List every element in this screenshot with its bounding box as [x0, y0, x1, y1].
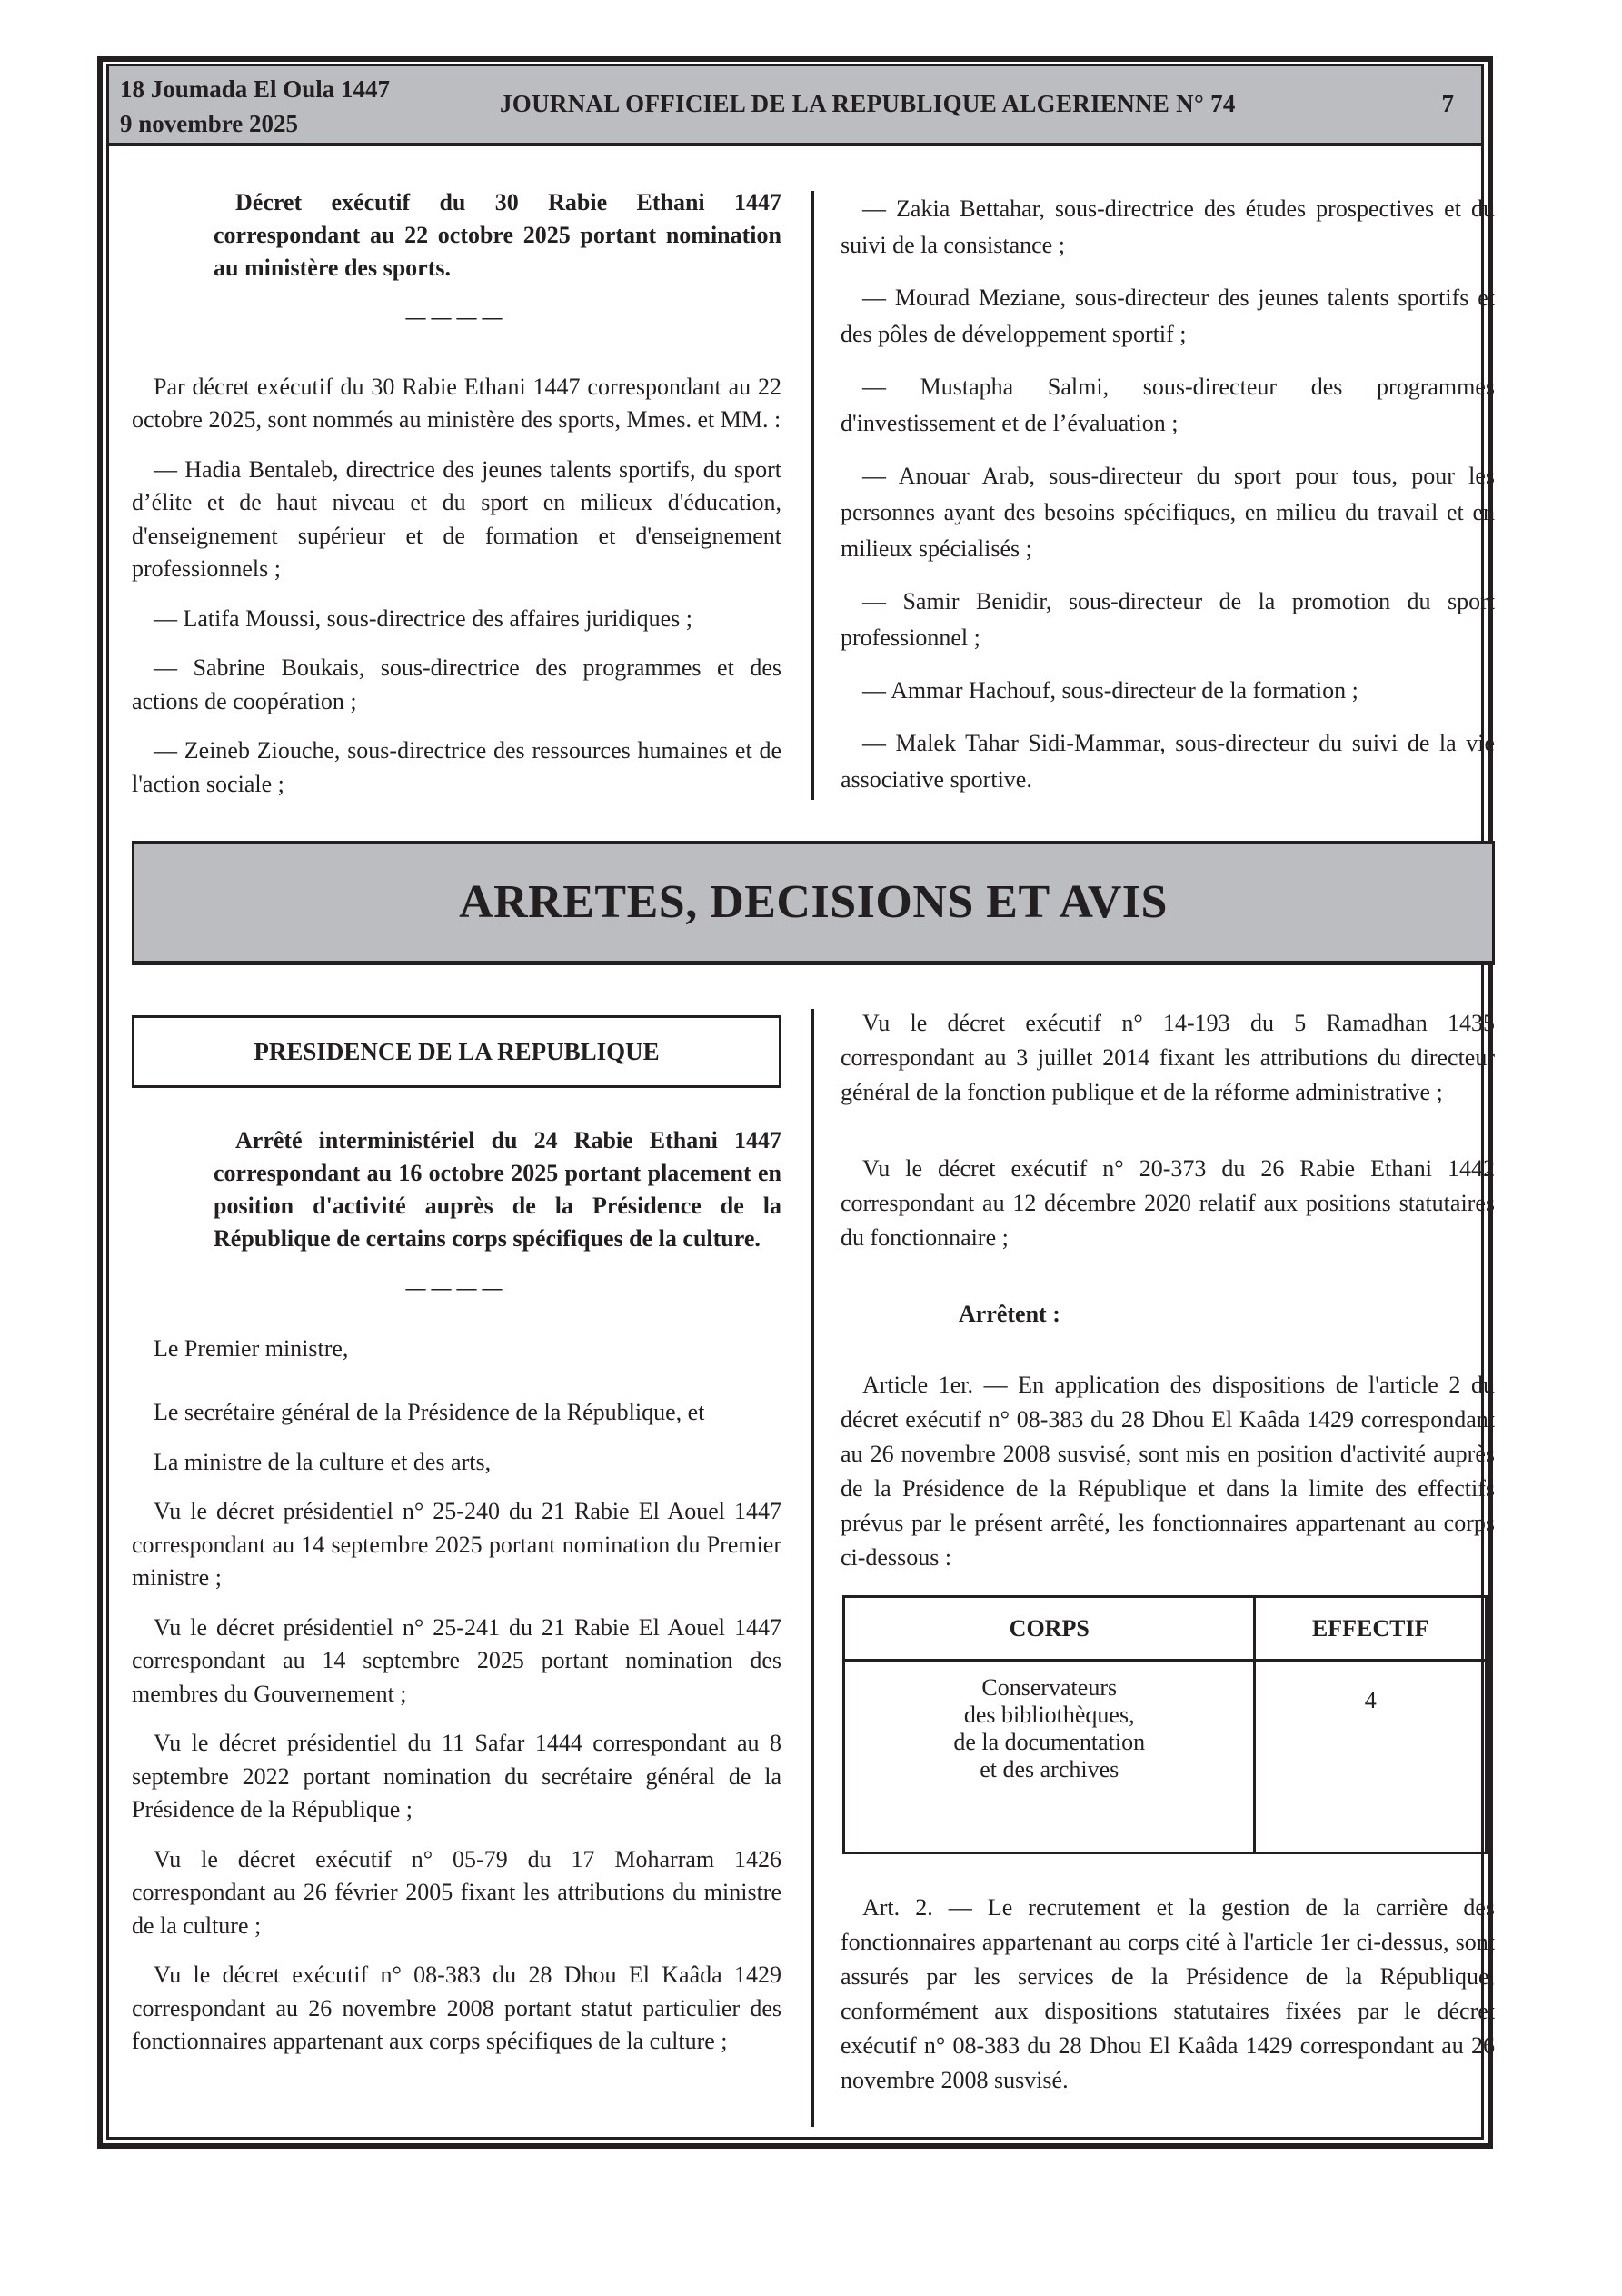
corps-line: et des archives: [980, 1756, 1119, 1782]
presidence-heading: PRESIDENCE DE LA REPUBLIQUE: [254, 1037, 660, 1065]
arrete-title: Arrêté interministériel du 24 Rabie Ethani 1447 correspondant au 16 octobre 2025 portant placement en position d'activité auprès de la Présidence de la République de certains corps spécifiques de la culture.: [214, 1127, 781, 1252]
decret-sports-left-column: [132, 186, 781, 817]
separator: ————: [405, 305, 508, 328]
journal-header: [109, 66, 1481, 146]
corps-line: de la documentation: [953, 1729, 1146, 1755]
separator: ————: [405, 1276, 508, 1299]
corps-line: des bibliothèques,: [963, 1702, 1135, 1728]
nomination-item: — Sabrine Boukais, sous-directrice des programmes et des actions de coopération ;: [132, 654, 781, 714]
column-header-corps: CORPS: [844, 1597, 1255, 1661]
column-header-effectif: EFFECTIF: [1255, 1597, 1487, 1661]
decret-sports-title: Décret exécutif du 30 Rabie Ethani 1447 correspondant au 22 octobre 2025 portant nomination au ministère des sports.: [214, 189, 781, 281]
table-header-row: [844, 1597, 1487, 1661]
nomination-item: — Latifa Moussi, sous-directrice des affaires juridiques ;: [154, 604, 693, 632]
presidence-heading-box: [132, 1015, 781, 1088]
nomination-item: — Mourad Meziane, sous-directeur des jeunes talents sportifs et des pôles de développement sportif ;: [841, 285, 1495, 347]
nomination-item: — Samir Benidir, sous-directeur de la promotion du sport professionnel ;: [841, 588, 1495, 651]
journal-title: JOURNAL OFFICIEL DE LA REPUBLIQUE ALGERIENNE N° 74: [500, 90, 1236, 117]
nomination-item: — Zakia Bettahar, sous-directrice des études prospectives et du suivi de la consistance ;: [841, 195, 1495, 258]
column-divider: [811, 191, 814, 800]
nomination-item: — Mustapha Salmi, sous-directeur des programmes d'investissement et de l’évaluation ;: [841, 374, 1495, 436]
hijri-date: 18 Joumada El Oula 1447: [120, 75, 391, 103]
presidence-right-column: [841, 1006, 1495, 2114]
header-dates: [120, 72, 390, 141]
visa-item: Vu le décret exécutif n° 20-373 du 26 Rabie Ethani 1442 correspondant au 12 décembre 2020 relatif aux positions statutaires du fonctionnaire ;: [841, 1155, 1495, 1251]
page-number: 7: [1441, 90, 1454, 117]
corps-line: Conservateurs: [981, 1674, 1118, 1701]
article-2: Art. 2. — Le recrutement et la gestion de la carrière des fonctionnaires appartenant au corps cité à l'article 1er ci-dessus, sont assurés par les services de la Présidence de la République, conformément aux dispositions statutaires fixées par le décret exécutif n° 08-383 du 28 Dhou El Kaâda 1429 correspondant au 26 novembre 2008 susvisé.: [841, 1894, 1495, 2093]
signatory: Le secrétaire général de la Présidence de la République, et: [154, 1399, 705, 1425]
nomination-item: — Malek Tahar Sidi-Mammar, sous-directeur du suivi de la vie associative sportive.: [841, 730, 1495, 793]
signatory: Le Premier ministre,: [154, 1334, 349, 1362]
column-divider: [811, 1009, 814, 2127]
signatory: La ministre de la culture et des arts,: [154, 1448, 492, 1475]
section-banner-title: ARRETES, DECISIONS ET AVIS: [459, 876, 1168, 928]
visa-item: Vu le décret présidentiel n° 25-241 du 21 Rabie El Aouel 1447 correspondant au 14 septembre 2025 portant nomination des membres du Gouvernement ;: [132, 1613, 781, 1707]
nomination-item: — Hadia Bentaleb, directrice des jeunes talents sportifs, du sport d’élite et de haut niveau et du sport en milieux d'éducation, d'enseignement supérieur et de formation et d'enseignement professionnels ;: [132, 455, 781, 582]
effectif-cell: 4: [1255, 1661, 1487, 1853]
section-banner: [132, 841, 1495, 965]
visa-item: Vu le décret exécutif n° 08-383 du 28 Dhou El Kaâda 1429 correspondant au 26 novembre 2008 portant statut particulier des fonctionnaires appartenant aux corps spécifiques de la culture ;: [132, 1962, 781, 2054]
table-row: [844, 1661, 1487, 1853]
decret-sports-intro: Par décret exécutif du 30 Rabie Ethani 1447 correspondant au 22 octobre 2025, sont nommés au ministère des sports, Mmes. et MM. :: [132, 373, 781, 433]
arretent-label: Arrêtent :: [959, 1301, 1060, 1327]
nomination-item: — Ammar Hachouf, sous-directeur de la formation ;: [862, 677, 1358, 704]
nomination-item: — Zeineb Ziouche, sous-directrice des ressources humaines et de l'action sociale ;: [132, 737, 781, 797]
visa-item: Vu le décret exécutif n° 14-193 du 5 Ramadhan 1435 correspondant au 3 juillet 2014 fixant les attributions du directeur général de la fonction publique et de la réforme administrative ;: [841, 1010, 1495, 1105]
decret-sports-right-column: [841, 191, 1495, 814]
visa-item: Vu le décret présidentiel du 11 Safar 1444 correspondant au 8 septembre 2022 portant nomination du secrétaire général de la Présidence de la République ;: [132, 1730, 781, 1822]
corps-table: [842, 1595, 1488, 1854]
gregorian-date: 9 novembre 2025: [120, 110, 298, 137]
corps-cell: [844, 1661, 1255, 1853]
visa-item: Vu le décret exécutif n° 05-79 du 17 Moharram 1426 correspondant au 26 février 2005 fixant les attributions du ministre de la culture ;: [132, 1845, 781, 1939]
article-1: Article 1er. — En application des dispositions de l'article 2 du décret exécutif n° 08-383 du 28 Dhou El Kaâda 1429 correspondant au 26 novembre 2008 susvisé, sont mis en position d'activité auprès de la Présidence de la République et dans la limite des effectifs prévus par le présent arrêté, les fonctionnaires appartenant au corps ci-dessous :: [841, 1372, 1495, 1571]
visa-item: Vu le décret présidentiel n° 25-240 du 21 Rabie El Aouel 1447 correspondant au 14 septembre 2025 portant nomination du Premier ministre ;: [132, 1498, 781, 1591]
nomination-item: — Anouar Arab, sous-directeur du sport pour tous, pour les personnes ayant des besoins spécifiques, en milieu du travail et en milieux spécialisés ;: [841, 463, 1495, 562]
presidence-left-column: [132, 1015, 781, 2075]
